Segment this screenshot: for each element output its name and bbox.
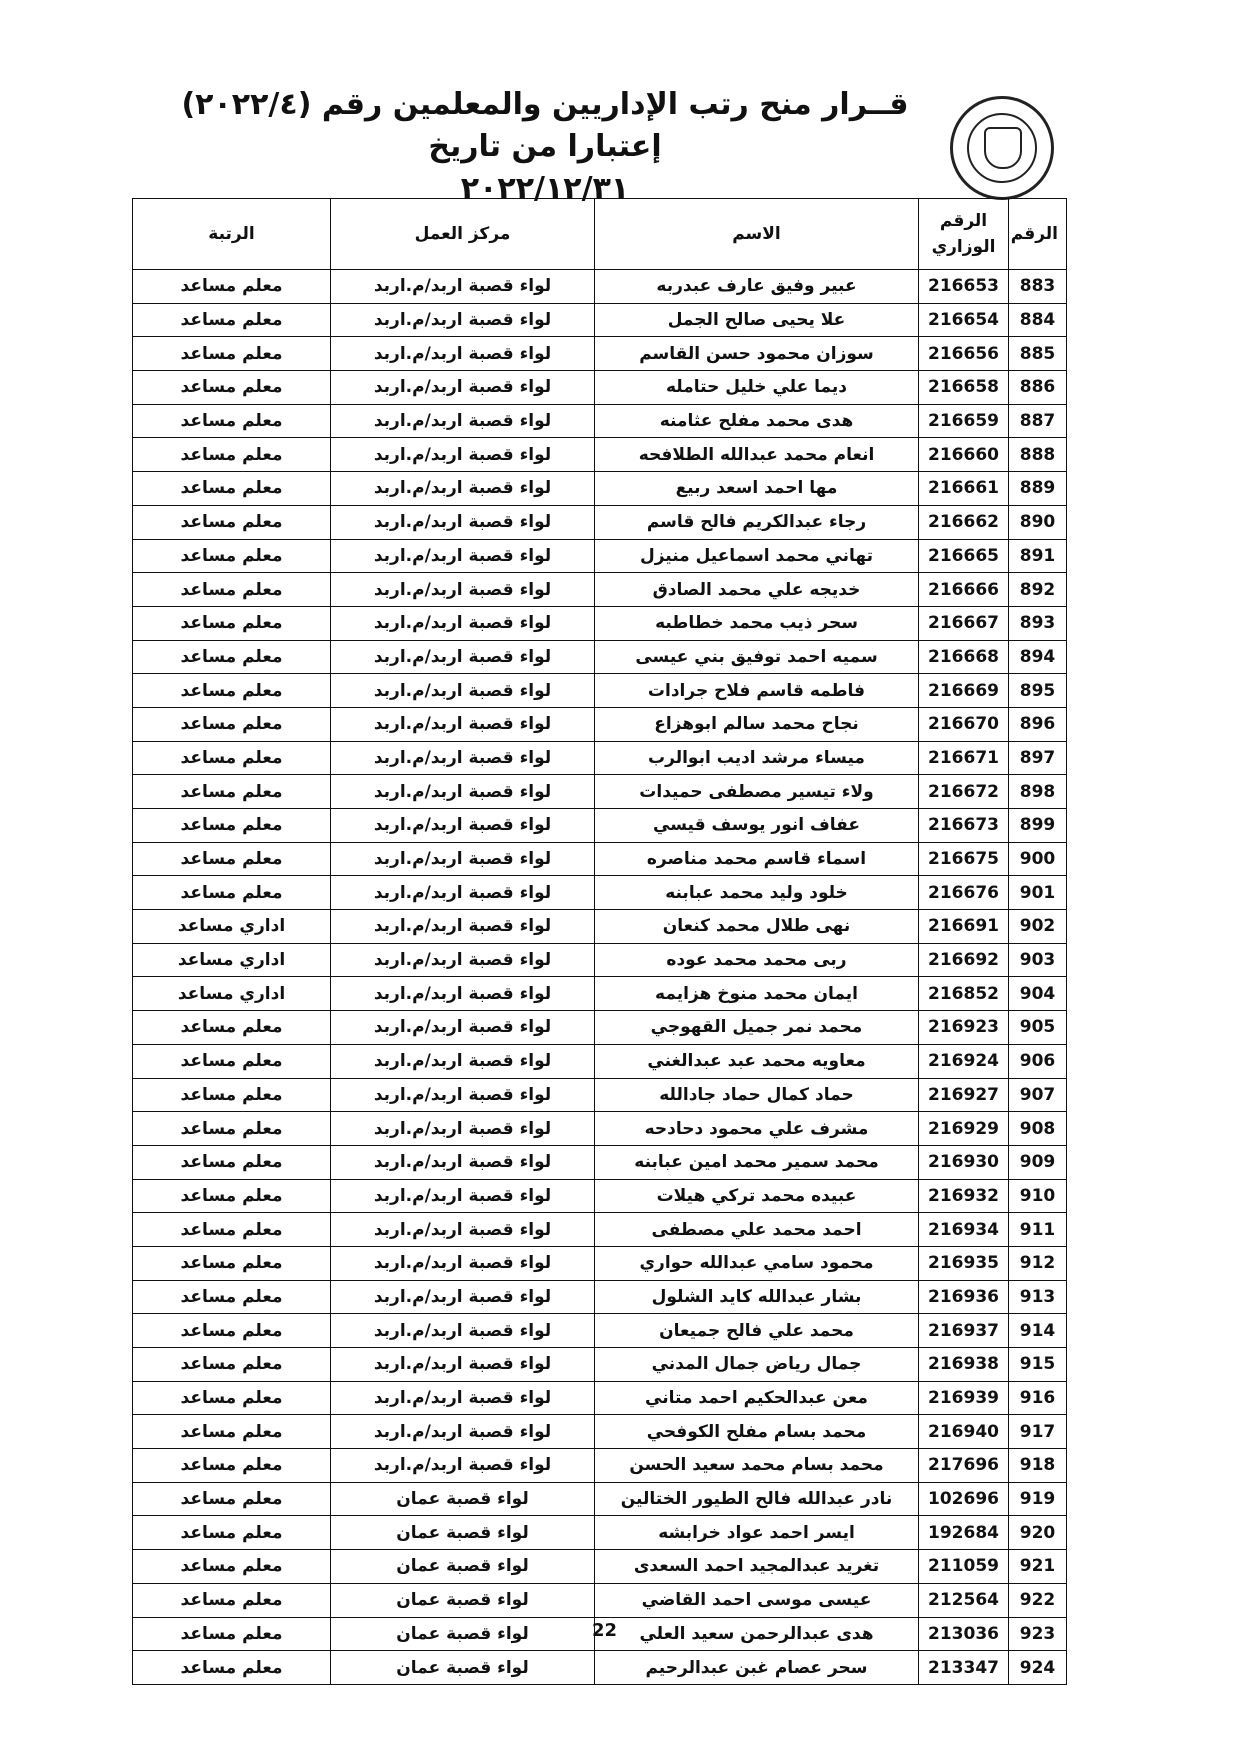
cell-name: محمد سمير محمد امين عبابنه (595, 1145, 919, 1179)
cell-no: 903 (1009, 943, 1067, 977)
table-row (133, 1179, 1067, 1213)
table-row (133, 809, 1067, 843)
cell-no: 902 (1009, 910, 1067, 944)
cell-center: لواء قصبة اربد/م.اربد (331, 1449, 595, 1483)
cell-ministry-no: 216937 (919, 1314, 1009, 1348)
title-line-1: قــرار منح رتب الإداريين والمعلمين رقم (٢٠٢٢/٤) إعتبارا من تاريخ (181, 87, 909, 164)
cell-ministry-no: 216938 (919, 1348, 1009, 1382)
cell-rank: معلم مساعد (133, 1617, 331, 1651)
cell-ministry-no: 216665 (919, 539, 1009, 573)
cell-ministry-no: 216659 (919, 404, 1009, 438)
cell-center: لواء قصبة اربد/م.اربد (331, 741, 595, 775)
cell-name: فاطمه قاسم فلاح جرادات (595, 674, 919, 708)
cell-name: ايمان محمد منوخ هزايمه (595, 977, 919, 1011)
table-row (133, 943, 1067, 977)
cell-no: 898 (1009, 775, 1067, 809)
table-row (133, 404, 1067, 438)
cell-center: لواء قصبة اربد/م.اربد (331, 842, 595, 876)
cell-ministry-no: 216672 (919, 775, 1009, 809)
cell-ministry-no: 102696 (919, 1482, 1009, 1516)
table-row (133, 1415, 1067, 1449)
table-row (133, 1213, 1067, 1247)
table-row (133, 977, 1067, 1011)
cell-name: محمود سامي عبدالله حواري (595, 1246, 919, 1280)
cell-name: تهاني محمد اسماعيل منيزل (595, 539, 919, 573)
cell-ministry-no: 216666 (919, 573, 1009, 607)
cell-name: مشرف علي محمود دحادحه (595, 1112, 919, 1146)
cell-center: لواء قصبة اربد/م.اربد (331, 707, 595, 741)
cell-no: 893 (1009, 606, 1067, 640)
cell-ministry-no: 216656 (919, 337, 1009, 371)
cell-rank: معلم مساعد (133, 337, 331, 371)
table-row (133, 1044, 1067, 1078)
table-row (133, 438, 1067, 472)
table-row (133, 337, 1067, 371)
cell-center: لواء قصبة اربد/م.اربد (331, 1314, 595, 1348)
cell-center: لواء قصبة اربد/م.اربد (331, 270, 595, 304)
cell-no: 883 (1009, 270, 1067, 304)
cell-ministry-no: 216935 (919, 1246, 1009, 1280)
cell-ministry-no: 216927 (919, 1078, 1009, 1112)
cell-ministry-no: 216669 (919, 674, 1009, 708)
cell-no: 891 (1009, 539, 1067, 573)
cell-no: 910 (1009, 1179, 1067, 1213)
table-row (133, 1280, 1067, 1314)
ministry-seal-icon (950, 96, 1054, 200)
cell-rank: معلم مساعد (133, 270, 331, 304)
table-row (133, 640, 1067, 674)
cell-ministry-no: 216939 (919, 1381, 1009, 1415)
cell-name: محمد نمر جميل القهوجي (595, 1011, 919, 1045)
cell-ministry-no: 213036 (919, 1617, 1009, 1651)
cell-no: 889 (1009, 472, 1067, 506)
cell-name: حماد كمال حماد جادالله (595, 1078, 919, 1112)
table-row (133, 1550, 1067, 1584)
cell-ministry-no: 216667 (919, 606, 1009, 640)
table-row (133, 1449, 1067, 1483)
cell-no: 911 (1009, 1213, 1067, 1247)
cell-no: 909 (1009, 1145, 1067, 1179)
cell-center: لواء قصبة اربد/م.اربد (331, 1078, 595, 1112)
table-header-row (133, 199, 1067, 270)
header-no: الرقم (1009, 199, 1067, 270)
cell-name: جمال رياض جمال المدني (595, 1348, 919, 1382)
cell-ministry-no: 216673 (919, 809, 1009, 843)
cell-rank: معلم مساعد (133, 640, 331, 674)
cell-ministry-no: 216940 (919, 1415, 1009, 1449)
table-row (133, 707, 1067, 741)
cell-ministry-no: 216670 (919, 707, 1009, 741)
cell-rank: معلم مساعد (133, 539, 331, 573)
cell-rank: معلم مساعد (133, 573, 331, 607)
cell-center: لواء قصبة اربد/م.اربد (331, 1044, 595, 1078)
cell-name: عبير وفيق عارف عبدربه (595, 270, 919, 304)
cell-rank: معلم مساعد (133, 1550, 331, 1584)
cell-center: لواء قصبة اربد/م.اربد (331, 303, 595, 337)
cell-center: لواء قصبة اربد/م.اربد (331, 472, 595, 506)
table-row (133, 910, 1067, 944)
cell-ministry-no: 216923 (919, 1011, 1009, 1045)
cell-name: سميه احمد توفيق بني عيسى (595, 640, 919, 674)
cell-rank: معلم مساعد (133, 1112, 331, 1146)
cell-center: لواء قصبة اربد/م.اربد (331, 505, 595, 539)
cell-center: لواء قصبة اربد/م.اربد (331, 1011, 595, 1045)
header-ministry-no: الرقم الوزاري (919, 199, 1009, 270)
cell-no: 913 (1009, 1280, 1067, 1314)
cell-name: خديجه علي محمد الصادق (595, 573, 919, 607)
cell-no: 887 (1009, 404, 1067, 438)
cell-ministry-no: 216691 (919, 910, 1009, 944)
cell-name: نادر عبدالله فالح الطيور الختالين (595, 1482, 919, 1516)
cell-name: انعام محمد عبدالله الطلافحه (595, 438, 919, 472)
cell-center: لواء قصبة اربد/م.اربد (331, 1381, 595, 1415)
cell-center: لواء قصبة عمان (331, 1583, 595, 1617)
cell-rank: معلم مساعد (133, 1651, 331, 1685)
cell-no: 892 (1009, 573, 1067, 607)
cell-rank: معلم مساعد (133, 472, 331, 506)
promotions-table (132, 198, 1067, 1685)
cell-rank: اداري مساعد (133, 943, 331, 977)
table-row (133, 1348, 1067, 1382)
cell-name: نجاح محمد سالم ابوهزاع (595, 707, 919, 741)
cell-no: 924 (1009, 1651, 1067, 1685)
table-row (133, 573, 1067, 607)
table-row (133, 303, 1067, 337)
cell-rank: معلم مساعد (133, 1314, 331, 1348)
cell-rank: معلم مساعد (133, 1381, 331, 1415)
cell-rank: معلم مساعد (133, 707, 331, 741)
table-row (133, 775, 1067, 809)
cell-rank: معلم مساعد (133, 303, 331, 337)
cell-rank: معلم مساعد (133, 1415, 331, 1449)
cell-no: 885 (1009, 337, 1067, 371)
cell-rank: اداري مساعد (133, 977, 331, 1011)
cell-no: 895 (1009, 674, 1067, 708)
cell-ministry-no: 216676 (919, 876, 1009, 910)
table-row (133, 674, 1067, 708)
table-row (133, 876, 1067, 910)
crown-emblem-icon (984, 127, 1022, 169)
header-rank: الرتبة (133, 199, 331, 270)
cell-ministry-no: 216653 (919, 270, 1009, 304)
cell-name: مها احمد اسعد ربيع (595, 472, 919, 506)
cell-name: عيسى موسى احمد القاضي (595, 1583, 919, 1617)
cell-center: لواء قصبة اربد/م.اربد (331, 1112, 595, 1146)
cell-center: لواء قصبة اربد/م.اربد (331, 1213, 595, 1247)
cell-rank: معلم مساعد (133, 606, 331, 640)
cell-no: 886 (1009, 371, 1067, 405)
cell-no: 915 (1009, 1348, 1067, 1382)
cell-name: محمد بسام مفلح الكوفحي (595, 1415, 919, 1449)
cell-no: 884 (1009, 303, 1067, 337)
cell-no: 907 (1009, 1078, 1067, 1112)
header-name: الاسم (595, 199, 919, 270)
cell-center: لواء قصبة عمان (331, 1651, 595, 1685)
cell-rank: معلم مساعد (133, 674, 331, 708)
cell-no: 901 (1009, 876, 1067, 910)
cell-no: 905 (1009, 1011, 1067, 1045)
cell-name: اسماء قاسم محمد مناصره (595, 842, 919, 876)
cell-ministry-no: 216668 (919, 640, 1009, 674)
table-row (133, 1078, 1067, 1112)
cell-no: 923 (1009, 1617, 1067, 1651)
page-title (150, 84, 940, 210)
cell-no: 908 (1009, 1112, 1067, 1146)
cell-ministry-no: 216924 (919, 1044, 1009, 1078)
table-row (133, 1583, 1067, 1617)
cell-name: ايسر احمد عواد خرابشه (595, 1516, 919, 1550)
cell-rank: معلم مساعد (133, 1179, 331, 1213)
cell-center: لواء قصبة اربد/م.اربد (331, 876, 595, 910)
cell-rank: معلم مساعد (133, 1482, 331, 1516)
cell-ministry-no: 192684 (919, 1516, 1009, 1550)
cell-rank: معلم مساعد (133, 1246, 331, 1280)
cell-name: خلود وليد محمد عبابنه (595, 876, 919, 910)
cell-center: لواء قصبة اربد/م.اربد (331, 404, 595, 438)
cell-rank: معلم مساعد (133, 775, 331, 809)
cell-no: 888 (1009, 438, 1067, 472)
table-row (133, 1651, 1067, 1685)
cell-name: ديما علي خليل حتامله (595, 371, 919, 405)
cell-no: 906 (1009, 1044, 1067, 1078)
cell-rank: معلم مساعد (133, 1583, 331, 1617)
cell-ministry-no: 211059 (919, 1550, 1009, 1584)
cell-rank: معلم مساعد (133, 371, 331, 405)
cell-center: لواء قصبة اربد/م.اربد (331, 371, 595, 405)
cell-no: 922 (1009, 1583, 1067, 1617)
cell-no: 899 (1009, 809, 1067, 843)
cell-rank: معلم مساعد (133, 1078, 331, 1112)
cell-center: لواء قصبة عمان (331, 1482, 595, 1516)
cell-name: بشار عبدالله كايد الشلول (595, 1280, 919, 1314)
cell-ministry-no: 216692 (919, 943, 1009, 977)
table-row (133, 1145, 1067, 1179)
cell-name: هدى محمد مفلح عثامنه (595, 404, 919, 438)
cell-name: تغريد عبدالمجيد احمد السعدى (595, 1550, 919, 1584)
cell-center: لواء قصبة اربد/م.اربد (331, 1415, 595, 1449)
header-center: مركز العمل (331, 199, 595, 270)
cell-center: لواء قصبة اربد/م.اربد (331, 809, 595, 843)
table-row (133, 1246, 1067, 1280)
cell-no: 914 (1009, 1314, 1067, 1348)
cell-rank: معلم مساعد (133, 404, 331, 438)
table-row (133, 505, 1067, 539)
table-row (133, 842, 1067, 876)
cell-name: هدى عبدالرحمن سعيد العلي (595, 1617, 919, 1651)
cell-center: لواء قصبة اربد/م.اربد (331, 943, 595, 977)
cell-name: سوزان محمود حسن القاسم (595, 337, 919, 371)
cell-name: محمد علي فالح جميعان (595, 1314, 919, 1348)
cell-center: لواء قصبة اربد/م.اربد (331, 640, 595, 674)
cell-ministry-no: 216930 (919, 1145, 1009, 1179)
table-row (133, 1516, 1067, 1550)
table-row (133, 1011, 1067, 1045)
cell-center: لواء قصبة اربد/م.اربد (331, 775, 595, 809)
cell-rank: معلم مساعد (133, 809, 331, 843)
table-row (133, 1314, 1067, 1348)
cell-name: علا يحيى صالح الجمل (595, 303, 919, 337)
cell-no: 897 (1009, 741, 1067, 775)
title-line-2: ٢٠٢٢/١٢/٣١ (460, 171, 630, 206)
cell-center: لواء قصبة اربد/م.اربد (331, 539, 595, 573)
cell-ministry-no: 216929 (919, 1112, 1009, 1146)
cell-name: عبيده محمد تركي هيلات (595, 1179, 919, 1213)
cell-rank: اداري مساعد (133, 910, 331, 944)
cell-name: معاويه محمد عبد عبدالغني (595, 1044, 919, 1078)
table-row (133, 371, 1067, 405)
cell-rank: معلم مساعد (133, 876, 331, 910)
cell-name: سحر عصام غبن عبدالرحيم (595, 1651, 919, 1685)
cell-rank: معلم مساعد (133, 505, 331, 539)
cell-name: ميساء مرشد اديب ابوالرب (595, 741, 919, 775)
table-row (133, 606, 1067, 640)
cell-name: ربى محمد محمد عوده (595, 943, 919, 977)
cell-rank: معلم مساعد (133, 1280, 331, 1314)
cell-center: لواء قصبة اربد/م.اربد (331, 1280, 595, 1314)
table-row (133, 1482, 1067, 1516)
cell-rank: معلم مساعد (133, 1011, 331, 1045)
table-row (133, 1381, 1067, 1415)
page-number: 22 (592, 1620, 618, 1641)
cell-center: لواء قصبة عمان (331, 1516, 595, 1550)
table-row (133, 741, 1067, 775)
cell-name: معن عبدالحكيم احمد متاني (595, 1381, 919, 1415)
cell-rank: معلم مساعد (133, 1044, 331, 1078)
cell-center: لواء قصبة عمان (331, 1550, 595, 1584)
cell-ministry-no: 216658 (919, 371, 1009, 405)
cell-ministry-no: 216932 (919, 1179, 1009, 1213)
cell-name: ولاء تيسير مصطفى حميدات (595, 775, 919, 809)
cell-center: لواء قصبة اربد/م.اربد (331, 606, 595, 640)
cell-center: لواء قصبة اربد/م.اربد (331, 910, 595, 944)
cell-rank: معلم مساعد (133, 1145, 331, 1179)
cell-center: لواء قصبة عمان (331, 1617, 595, 1651)
cell-ministry-no: 216936 (919, 1280, 1009, 1314)
cell-name: عفاف انور يوسف قيسي (595, 809, 919, 843)
cell-ministry-no: 216934 (919, 1213, 1009, 1247)
cell-center: لواء قصبة اربد/م.اربد (331, 1348, 595, 1382)
cell-ministry-no: 212564 (919, 1583, 1009, 1617)
cell-no: 917 (1009, 1415, 1067, 1449)
cell-no: 921 (1009, 1550, 1067, 1584)
cell-ministry-no: 216662 (919, 505, 1009, 539)
cell-no: 919 (1009, 1482, 1067, 1516)
cell-name: احمد محمد علي مصطفى (595, 1213, 919, 1247)
cell-ministry-no: 216661 (919, 472, 1009, 506)
cell-no: 896 (1009, 707, 1067, 741)
cell-no: 912 (1009, 1246, 1067, 1280)
table-row (133, 270, 1067, 304)
cell-ministry-no: 216671 (919, 741, 1009, 775)
cell-center: لواء قصبة اربد/م.اربد (331, 674, 595, 708)
cell-ministry-no: 217696 (919, 1449, 1009, 1483)
cell-no: 890 (1009, 505, 1067, 539)
cell-name: رجاء عبدالكريم فالح قاسم (595, 505, 919, 539)
cell-ministry-no: 216660 (919, 438, 1009, 472)
cell-ministry-no: 216852 (919, 977, 1009, 1011)
cell-center: لواء قصبة اربد/م.اربد (331, 337, 595, 371)
cell-ministry-no: 213347 (919, 1651, 1009, 1685)
cell-center: لواء قصبة اربد/م.اربد (331, 1145, 595, 1179)
cell-name: محمد بسام محمد سعيد الحسن (595, 1449, 919, 1483)
cell-name: نهى طلال محمد كنعان (595, 910, 919, 944)
table-row (133, 539, 1067, 573)
cell-center: لواء قصبة اربد/م.اربد (331, 1246, 595, 1280)
table-row (133, 1112, 1067, 1146)
cell-no: 918 (1009, 1449, 1067, 1483)
cell-no: 894 (1009, 640, 1067, 674)
cell-center: لواء قصبة اربد/م.اربد (331, 438, 595, 472)
cell-center: لواء قصبة اربد/م.اربد (331, 573, 595, 607)
cell-no: 916 (1009, 1381, 1067, 1415)
cell-rank: معلم مساعد (133, 438, 331, 472)
cell-ministry-no: 216654 (919, 303, 1009, 337)
cell-rank: معلم مساعد (133, 842, 331, 876)
cell-name: سحر ذيب محمد خطاطبه (595, 606, 919, 640)
cell-no: 920 (1009, 1516, 1067, 1550)
cell-rank: معلم مساعد (133, 1213, 331, 1247)
cell-ministry-no: 216675 (919, 842, 1009, 876)
cell-rank: معلم مساعد (133, 1449, 331, 1483)
cell-no: 900 (1009, 842, 1067, 876)
cell-rank: معلم مساعد (133, 1348, 331, 1382)
table-row (133, 472, 1067, 506)
cell-no: 904 (1009, 977, 1067, 1011)
cell-rank: معلم مساعد (133, 741, 331, 775)
cell-rank: معلم مساعد (133, 1516, 331, 1550)
cell-center: لواء قصبة اربد/م.اربد (331, 1179, 595, 1213)
cell-center: لواء قصبة اربد/م.اربد (331, 977, 595, 1011)
